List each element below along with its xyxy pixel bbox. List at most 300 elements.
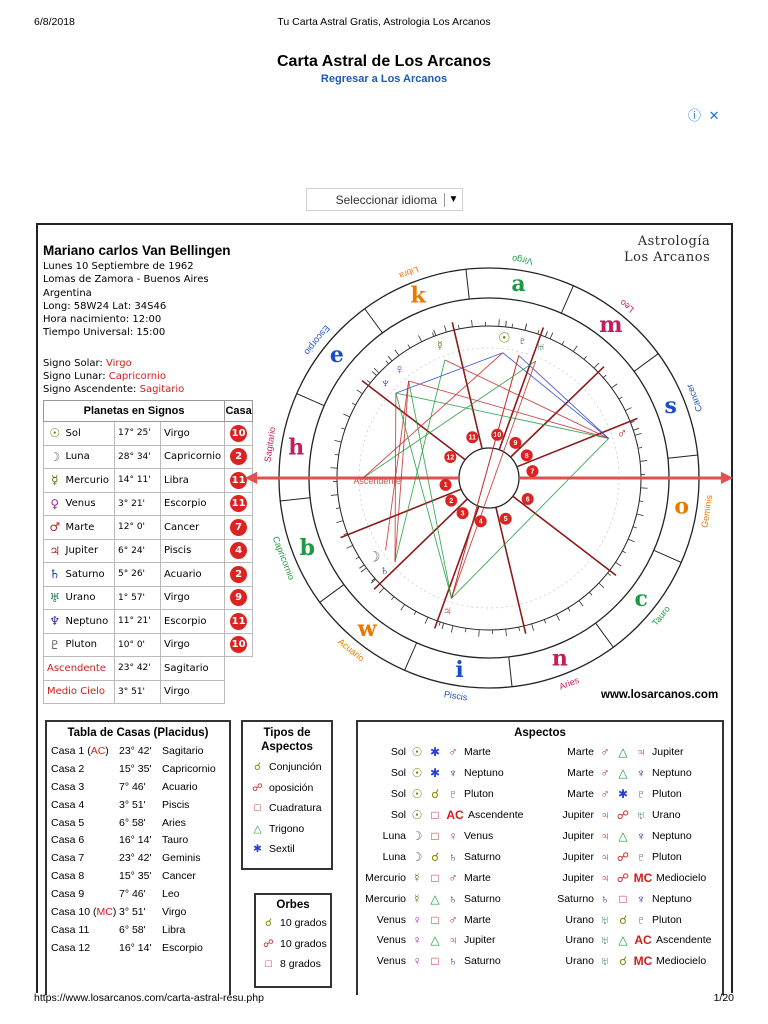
- aspect-glyph-icon: ☍: [263, 937, 274, 950]
- planet-sign: Piscis: [161, 539, 225, 563]
- house-name-cell: [51, 867, 119, 885]
- degree-tick: [336, 521, 343, 523]
- aspect-planet-2: Mediocielo: [656, 955, 707, 968]
- planet-degree: 11° 21': [115, 610, 161, 634]
- house-cusp: [513, 496, 616, 575]
- sign-label: Libra: [397, 264, 421, 281]
- aspect-planet-1: Jupiter: [562, 830, 594, 842]
- planet-glyph-icon: ♃: [442, 602, 453, 619]
- aspect-glyph-icon: ☍: [616, 849, 630, 864]
- planet-glyph-icon: ♂: [448, 745, 458, 760]
- aspect-planet-2: Neptuno: [652, 767, 692, 780]
- sun-sign-line: [43, 357, 258, 370]
- aspect-planet-2: Marte: [464, 871, 491, 884]
- legend-item: [243, 778, 331, 799]
- ascendant-label: Ascendente: [44, 657, 115, 681]
- planet-glyph-icon: MC: [633, 954, 653, 969]
- table-row-midheaven: [44, 680, 253, 704]
- aspect-row: [358, 846, 722, 867]
- degree-tick: [612, 384, 618, 388]
- degree-tick: [584, 356, 587, 359]
- legend-label: Trigono: [269, 822, 305, 835]
- sign-label: Capricornio: [270, 534, 297, 582]
- sign-divider: [654, 550, 681, 562]
- house-badge: 11: [230, 472, 247, 489]
- degree-tick: [532, 624, 534, 631]
- planet-house: [225, 422, 253, 446]
- aspect-glyph-icon: ☌: [430, 849, 440, 864]
- planet-icon: [44, 445, 66, 469]
- planet-sign: Virgo: [161, 422, 225, 446]
- sun-sign: Virgo: [105, 357, 132, 369]
- aspect-entry: [358, 808, 540, 822]
- degree-tick: [579, 601, 583, 607]
- midheaven-degree: 3° 51': [115, 680, 161, 704]
- planet-degree: 6° 24': [115, 539, 161, 563]
- house-badge: 11: [230, 613, 247, 630]
- house-cusp: [496, 507, 526, 634]
- ad-choices-icon[interactable]: ⓘ ✕: [688, 108, 722, 123]
- aspect-planet-1: Jupiter: [562, 809, 594, 822]
- degree-tick: [594, 363, 599, 368]
- sign-glyph-icon: h: [288, 434, 305, 461]
- aspect-entry: [540, 892, 722, 906]
- degree-tick: [638, 447, 642, 448]
- degree-tick: [550, 332, 553, 338]
- aspect-glyph-icon: ☌: [430, 787, 440, 802]
- aspect-glyph-icon: ☌: [618, 954, 628, 969]
- planet-glyph-icon: ☿: [412, 870, 422, 885]
- planet-glyph-icon: ♅: [600, 954, 610, 969]
- house-number: 7: [530, 468, 535, 476]
- aspect-glyph-icon: ✱: [429, 766, 441, 781]
- planet-tick: [434, 330, 436, 336]
- degree-tick: [639, 501, 643, 502]
- planet-glyph-icon: ♆: [636, 829, 646, 843]
- table-row: [51, 885, 216, 903]
- house-sign: Geminis: [162, 852, 201, 865]
- center-circle: [459, 448, 519, 508]
- planet-glyph-icon: ♃: [600, 870, 610, 885]
- aspect-row: [358, 784, 722, 805]
- planets-header: Planetas en Signos: [44, 401, 225, 422]
- degree-tick: [374, 368, 379, 373]
- planet-name: Urano: [66, 586, 115, 610]
- planet-name: Pluton: [66, 633, 115, 657]
- house-name-cell: Casa 10 (MC): [51, 905, 117, 918]
- aspect-planet-2: Ascendente: [468, 809, 524, 822]
- house-degree: 7° 46': [119, 888, 146, 901]
- aspect-planet-1: Marte: [567, 767, 594, 780]
- planet-glyph-icon: ♀: [394, 360, 405, 377]
- legend-label: Sextil: [269, 843, 295, 856]
- planet-glyph-icon: ♅: [636, 808, 646, 823]
- print-footer: [0, 992, 768, 1006]
- planet-glyph-icon: ☿: [51, 473, 59, 488]
- aspect-row: [358, 909, 722, 930]
- aspect-planet-2: Saturno: [464, 892, 501, 905]
- planet-degree: 14° 11': [115, 469, 161, 493]
- degree-tick: [367, 380, 370, 383]
- degree-tick: [346, 545, 352, 548]
- planet-sign: Acuario: [161, 563, 225, 587]
- page-title: Carta Astral de Los Arcanos: [277, 53, 491, 70]
- house-name-cell: [51, 814, 119, 832]
- sign-glyph-icon: a: [511, 271, 526, 298]
- degree-tick: [573, 346, 577, 352]
- planet-glyph-icon: ♂: [448, 912, 458, 927]
- planet-glyph-icon: ♃: [636, 745, 646, 760]
- house-sign: Escorpio: [162, 941, 203, 954]
- aspect-entry: [358, 850, 540, 864]
- birth-place: Lomas de Zamora - Buenos Aires: [43, 274, 209, 286]
- degree-tick: [414, 611, 416, 615]
- planet-glyph-icon: AC: [446, 808, 464, 823]
- table-row: [44, 516, 253, 540]
- degree-tick: [599, 583, 604, 588]
- legend-label: 10 grados: [280, 917, 327, 930]
- planet-glyph-icon: ♂: [49, 520, 61, 535]
- sign-label: Escorpio: [302, 323, 332, 358]
- house-name-cell: [51, 831, 119, 849]
- aspect-entry: [540, 871, 722, 885]
- planet-icon: [44, 610, 66, 634]
- aspect-glyph-icon: □: [431, 808, 439, 823]
- house-degree: 23° 42': [119, 744, 152, 757]
- aspect-glyph-icon: ✱: [253, 843, 262, 856]
- houses-panel: [45, 720, 231, 995]
- house-degree: 3° 51': [119, 798, 146, 811]
- sign-divider: [365, 309, 383, 333]
- planet-glyph-icon: ♇: [636, 787, 646, 802]
- planet-house: [225, 445, 253, 469]
- aspects-panel: [356, 720, 724, 995]
- aspect-glyph-icon: △: [618, 745, 628, 760]
- degree-tick: [335, 454, 339, 455]
- aspect-planet-2: Marte: [464, 913, 491, 926]
- planet-glyph-icon: ☉: [411, 787, 423, 802]
- aspect-entry: [540, 850, 722, 864]
- natal-chart-wheel: [244, 232, 734, 706]
- degree-tick: [512, 324, 513, 328]
- planet-glyph-icon: ♃: [49, 543, 61, 558]
- house-number: 5: [503, 516, 508, 524]
- descendant-arrow-icon: ▶: [720, 469, 734, 487]
- sign-divider: [596, 623, 614, 647]
- degree-tick: [356, 557, 359, 559]
- degree-tick: [432, 333, 433, 337]
- planet-name: Luna: [66, 445, 115, 469]
- planet-icon: [44, 516, 66, 540]
- aspect-entry: [540, 913, 722, 927]
- print-url: https://www.losarcanos.com/carta-astral-resu.php: [34, 992, 264, 1004]
- aspect-planet-1: Sol: [390, 767, 406, 780]
- table-row: [51, 778, 216, 796]
- planet-sign: Escorpio: [161, 610, 225, 634]
- planet-glyph-icon: ☉: [498, 329, 511, 346]
- degree-tick: [465, 628, 466, 632]
- degree-tick: [391, 597, 394, 600]
- planet-icon: [44, 422, 66, 446]
- planet-name: Marte: [66, 516, 115, 540]
- chevron-down-icon: ▼: [444, 193, 462, 207]
- aspect-planet-1: Sol: [390, 809, 406, 822]
- degree-tick: [341, 428, 345, 429]
- aspect-planet-2: Jupiter: [652, 746, 684, 759]
- sign-label: Leo: [617, 297, 636, 315]
- planet-tick: [442, 623, 444, 629]
- aspect-glyph-icon: □: [431, 870, 439, 885]
- planet-tick: [525, 324, 526, 330]
- legend-item: [256, 954, 330, 975]
- aspect-planet-2: Pluton: [652, 788, 682, 801]
- planet-glyph-icon: ♀: [448, 829, 458, 843]
- aspect-entry: [540, 933, 722, 947]
- moon-sign-line: [43, 370, 258, 383]
- house-badge: 2: [230, 566, 247, 583]
- sign-label: Aries: [557, 674, 581, 692]
- planet-glyph-icon: ♇: [636, 912, 646, 927]
- house-number: 10: [493, 432, 502, 440]
- house-name-cell: Casa 1 (AC): [51, 744, 109, 757]
- aspect-planet-2: Neptuno: [464, 767, 504, 780]
- midheaven-sign: Virgo: [161, 680, 225, 704]
- house-degree: 15° 35': [119, 762, 152, 775]
- aspect-glyph-icon: □: [431, 912, 439, 927]
- ascendant-sign: Sagitario: [161, 657, 225, 681]
- house-degree: 6° 58': [119, 816, 146, 829]
- aspect-glyph-icon: □: [431, 829, 439, 843]
- degree-tick: [589, 592, 592, 595]
- house-name-cell: [51, 921, 119, 939]
- degree-tick: [544, 620, 545, 624]
- house-badge: 9: [230, 589, 247, 606]
- planet-glyph-icon: ☽: [367, 548, 381, 565]
- planet-tick: [388, 356, 392, 361]
- planet-glyph-icon: ♄: [448, 891, 458, 906]
- aspect-planet-1: Luna: [382, 830, 406, 842]
- table-row: [44, 445, 253, 469]
- aspect-planet-2: Mediocielo: [656, 871, 707, 884]
- aspect-row: [358, 763, 722, 784]
- planet-name: Saturno: [66, 563, 115, 587]
- planet-house: [225, 539, 253, 563]
- legend-item: [243, 819, 331, 840]
- house-degree: 7° 46': [119, 780, 146, 793]
- degree-tick: [640, 461, 647, 462]
- planet-glyph-icon: ♂: [600, 766, 610, 781]
- table-row: [51, 903, 216, 921]
- planet-name: Jupiter: [66, 539, 115, 563]
- legend-label: 10 grados: [280, 937, 327, 950]
- degree-tick: [615, 562, 621, 566]
- planet-glyph-icon: ☉: [411, 766, 423, 781]
- planet-glyph-icon: ♀: [412, 912, 422, 927]
- house-cusp: [341, 489, 462, 537]
- table-row: [44, 586, 253, 610]
- house-number: 8: [524, 452, 529, 460]
- sign-glyph-icon: o: [674, 493, 690, 520]
- sign-divider: [634, 354, 658, 372]
- aspect-glyph-icon: △: [618, 933, 628, 948]
- print-date: 6/8/2018: [34, 16, 75, 28]
- degree-tick: [352, 403, 356, 405]
- house-name: Casa 9: [51, 888, 85, 901]
- planet-sign: Virgo: [161, 633, 225, 657]
- sign-label: Sagitario: [262, 426, 278, 463]
- birth-coords: Long: 58W24 Lat: 34S46: [43, 300, 167, 312]
- aspect-entry: [358, 829, 540, 843]
- planet-glyph-icon: ♅: [600, 912, 610, 927]
- planet-sign: Libra: [161, 469, 225, 493]
- sign-glyph-icon: m: [599, 311, 623, 338]
- house-number: 1: [443, 482, 448, 490]
- sign-label: Geminis: [699, 494, 715, 529]
- aspect-planet-1: Venus: [376, 934, 406, 947]
- aspect-glyph-icon: □: [619, 891, 627, 906]
- table-row: [44, 563, 253, 587]
- planet-name: Venus: [66, 492, 115, 516]
- planet-name: Sol: [66, 422, 115, 446]
- planet-glyph-icon: ♃: [600, 829, 610, 843]
- house-tag: MC: [96, 905, 113, 918]
- table-row-ascendant: [44, 657, 253, 681]
- legend-label: oposición: [269, 781, 314, 794]
- planet-degree: 1° 57': [115, 586, 161, 610]
- degree-tick: [472, 320, 473, 327]
- table-row: [44, 422, 253, 446]
- table-row: [51, 814, 216, 832]
- aspect-planet-2: Saturno: [464, 955, 501, 968]
- house-number: 6: [525, 496, 530, 504]
- planet-glyph-icon: ♆: [380, 374, 391, 391]
- aspect-planet-1: Venus: [376, 955, 406, 968]
- planet-glyph-icon: ♇: [49, 637, 61, 652]
- planet-glyph-icon: ♄: [379, 561, 390, 578]
- planet-house: [225, 610, 253, 634]
- house-name-cell: [51, 939, 119, 957]
- planet-glyph-icon: ♂: [600, 787, 610, 802]
- planet-sign: Cancer: [161, 516, 225, 540]
- degree-tick: [635, 433, 642, 435]
- planet-glyph-icon: ☽: [411, 829, 423, 843]
- house-degree: 16° 14': [119, 941, 152, 954]
- legend-label: 8 grados: [280, 958, 321, 971]
- legend-item: [243, 798, 331, 819]
- house-sign: Tauro: [162, 834, 189, 847]
- planet-glyph-icon: ☿: [434, 337, 446, 354]
- house-name: Casa 11: [51, 923, 90, 936]
- legend-item: [243, 839, 331, 860]
- degree-tick: [637, 514, 644, 516]
- house-number: 4: [478, 518, 483, 526]
- aspect-glyph-icon: △: [430, 933, 440, 948]
- planet-glyph-icon: ☿: [412, 891, 422, 906]
- aspect-planet-1: Marte: [567, 746, 594, 759]
- aspect-row: [358, 930, 722, 951]
- house-badge: 10: [230, 636, 247, 653]
- aspect-entry: [540, 787, 722, 801]
- sign-glyph-icon: k: [410, 282, 426, 309]
- aspect-planet-1: Jupiter: [562, 850, 594, 863]
- planet-glyph-icon: ♇: [636, 849, 646, 864]
- aspect-planet-1: Sol: [390, 788, 406, 801]
- brand-logo: [624, 234, 710, 266]
- aspect-planet-2: Saturno: [464, 850, 501, 863]
- degree-tick: [622, 551, 626, 553]
- aspect-planet-1: Urano: [565, 955, 594, 968]
- asc-sign-label: Signo Ascendente:: [43, 384, 140, 396]
- planet-glyph-icon: ☉: [411, 808, 423, 823]
- asc-sign-line: [43, 383, 258, 396]
- house-name-cell: [51, 849, 119, 867]
- back-link[interactable]: Regresar a Los Arcanos: [320, 73, 448, 85]
- aspect-row: [358, 742, 722, 763]
- table-row: [51, 831, 216, 849]
- planet-house: [225, 563, 253, 587]
- planet-degree: 17° 25': [115, 422, 161, 446]
- house-name: Casa 5: [51, 816, 85, 829]
- aspect-glyph-icon: ☌: [264, 917, 273, 930]
- house-name: Casa 10: [51, 905, 91, 918]
- legend-label: Cuadratura: [269, 802, 322, 815]
- aspect-entry: [358, 745, 540, 759]
- planet-degree: 28° 34': [115, 445, 161, 469]
- sign-glyph-icon: s: [664, 393, 677, 420]
- planet-icon: [44, 469, 66, 493]
- planet-glyph-icon: MC: [633, 870, 653, 885]
- table-row: [51, 867, 216, 885]
- aspect-planet-1: Urano: [565, 913, 594, 926]
- planet-degree: 3° 21': [115, 492, 161, 516]
- planet-sign: Virgo: [161, 586, 225, 610]
- planet-name: Neptuno: [66, 610, 115, 634]
- sign-glyph-icon: c: [634, 585, 648, 612]
- aspect-entry: [540, 829, 722, 843]
- aspect-line: [386, 381, 409, 550]
- degree-tick: [379, 588, 384, 593]
- table-row: [44, 610, 253, 634]
- house-name-cell: [51, 778, 119, 796]
- degree-tick: [386, 361, 389, 364]
- house-degree: 3° 51': [119, 905, 146, 918]
- language-select[interactable]: [306, 188, 463, 211]
- house-degree: 6° 58': [119, 923, 146, 936]
- aspects-title: Aspectos: [514, 727, 566, 739]
- table-row: [51, 796, 216, 814]
- aspect-planet-1: Venus: [376, 913, 406, 926]
- house-name-cell: [51, 885, 119, 903]
- sign-label: Piscis: [443, 689, 469, 703]
- planet-name: Mercurio: [66, 469, 115, 493]
- house-number: 11: [468, 434, 477, 442]
- house-badge: 4: [230, 542, 247, 559]
- ascendant-label: Ascendente: [353, 475, 401, 486]
- aspect-row: [358, 867, 722, 888]
- sign-label: Acuario: [336, 636, 367, 664]
- degree-tick: [425, 617, 428, 623]
- degree-tick: [395, 350, 399, 356]
- print-title: Tu Carta Astral Gratis, Astrologia Los Arcanos: [277, 16, 491, 28]
- person-name: Mariano carlos Van Bellingen: [43, 243, 231, 258]
- planet-glyph-icon: ☽: [411, 849, 423, 864]
- house-sign: Sagitario: [162, 744, 204, 757]
- planet-glyph-icon: ♇: [448, 787, 458, 802]
- aspect-planet-2: Pluton: [652, 913, 682, 926]
- degree-tick: [519, 627, 520, 631]
- sign-glyph-icon: w: [357, 616, 377, 643]
- sign-label: Virgo: [511, 253, 534, 267]
